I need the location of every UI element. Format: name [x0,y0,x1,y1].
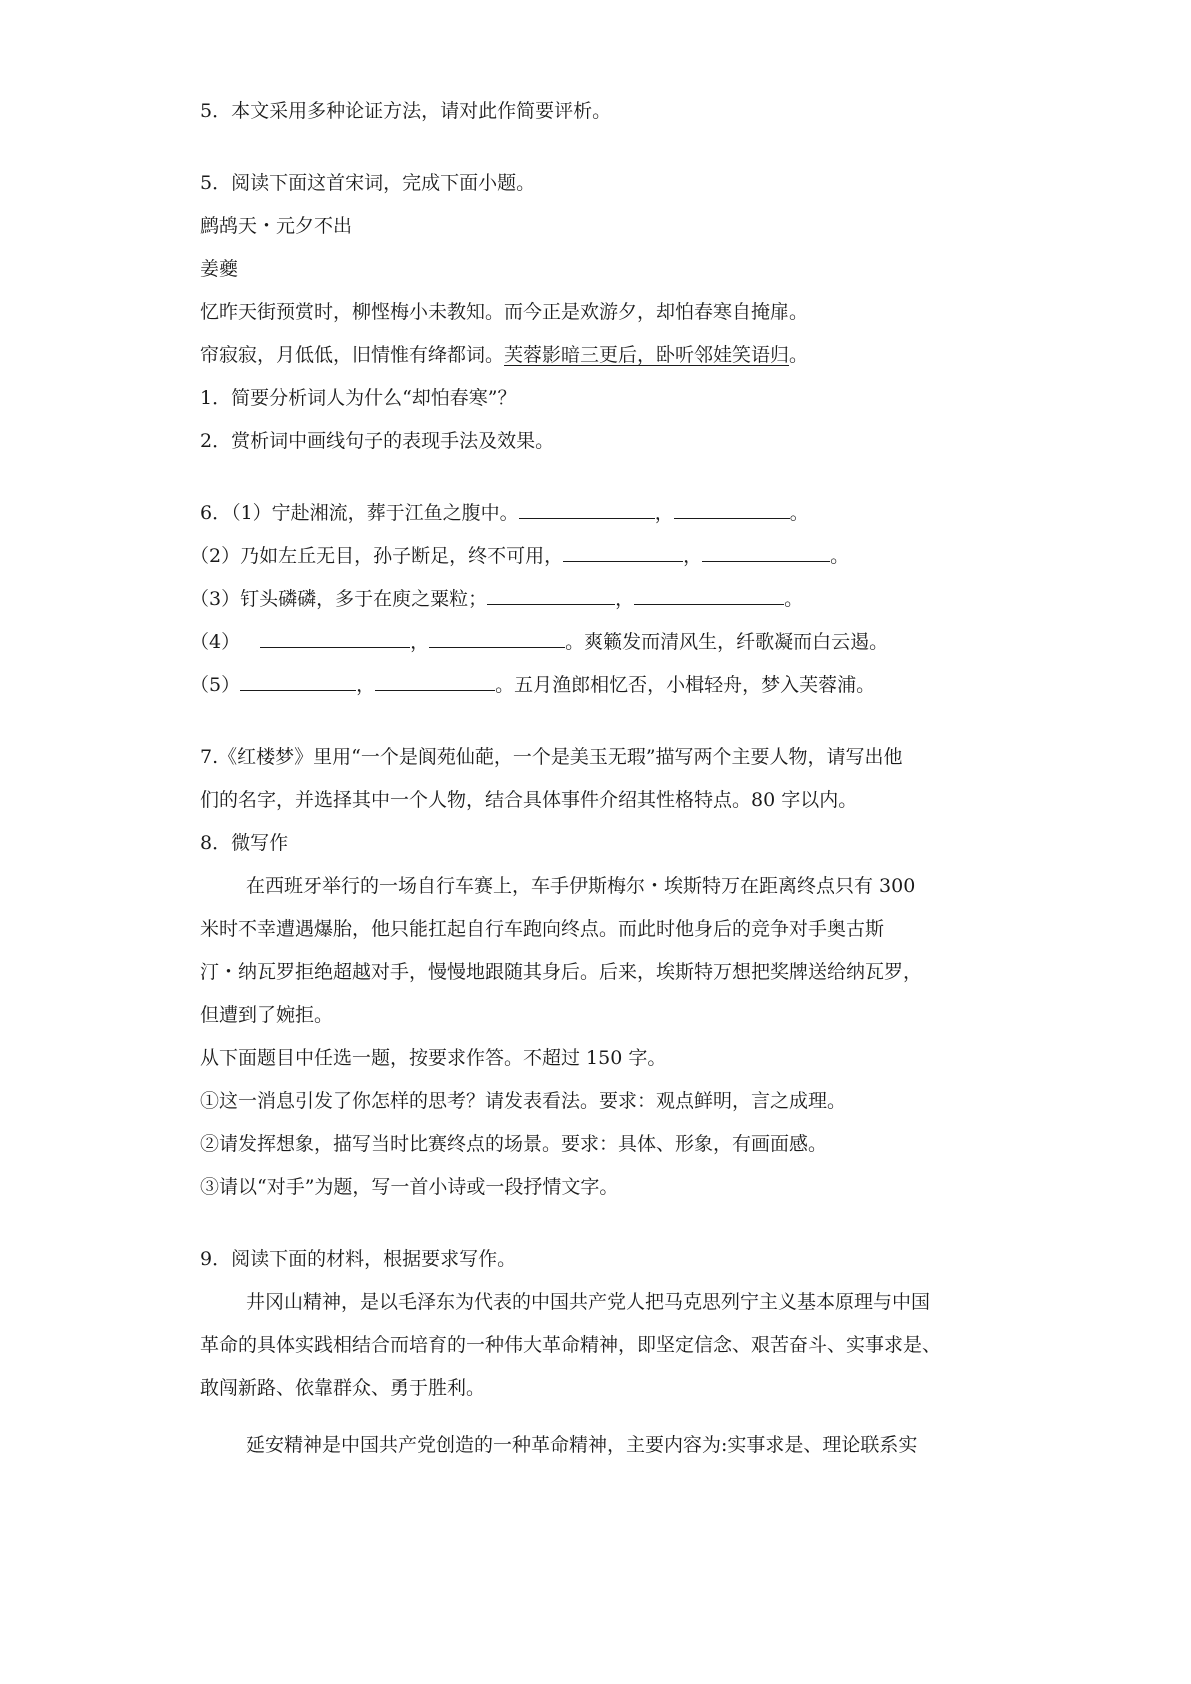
question-6-part-4 [190,629,990,655]
answer-blank[interactable] [634,586,784,605]
answer-blank[interactable] [240,672,356,691]
question-8-paragraph-line: 米时不幸遭遇爆胎，他只能扛起自行车跑向终点。而此时他身后的竞争对手奥古斯 [200,918,885,940]
question-8-paragraph-line: 但遭到了婉拒。 [200,1004,334,1026]
q6-part-2-text: （2）乃如左丘无目，孙子断足，终不可用， [190,545,564,567]
comma: ， [683,545,703,567]
answer-blank[interactable] [487,586,615,605]
question-9-material-line: 革命的具体实践相结合而培育的一种伟大革命精神，即坚定信念、艰苦奋斗、实事求是、 [200,1334,942,1356]
question-6-part-5 [190,672,990,698]
poem-subquestion-2: 2．赏析词中画线句子的表现手法及效果。 [200,430,555,452]
answer-blank[interactable] [674,500,790,519]
question-8-option-1: ①这一消息引发了你怎样的思考？请发表看法。要求：观点鲜明，言之成理。 [200,1090,847,1112]
question-9-material-line: 延安精神是中国共产党创造的一种革命精神，主要内容为:实事求是、理论联系实 [246,1434,918,1456]
question-6-part-2 [190,543,990,569]
question-8-title: 8．微写作 [200,832,289,854]
poem-underlined-sentence: 芙蓉影暗三更后，卧听邻娃笑语归 [504,344,790,366]
answer-blank[interactable] [375,672,495,691]
question-7-line-1: 7.《红楼梦》里用“一个是阆苑仙葩，一个是美玉无瑕”描写两个主要人物，请写出他 [200,746,903,768]
poem-line-1: 忆昨天街预赏时，柳悭梅小未教知。而今正是欢游夕，却怕春寒自掩扉。 [200,301,809,323]
q6-part-1-text: 6．（1）宁赴湘流，葬于江鱼之腹中。 [200,502,519,524]
poem-subquestion-1: 1．简要分析词人为什么“却怕春寒”？ [200,387,517,409]
poem-author: 姜夔 [200,258,239,280]
answer-blank[interactable] [563,543,683,562]
question-5-essay-analysis: 5．本文采用多种论证方法，请对此作简要评析。 [200,100,612,122]
q6-part-5-text: （5） [190,674,241,696]
question-8-option-2: ②请发挥想象，描写当时比赛终点的场景。要求：具体、形象，有画面感。 [200,1133,828,1155]
period: 。 [789,502,809,524]
poem-line-2-plain: 帘寂寂，月低低，旧情惟有绛都词。 [200,344,505,366]
question-8-instruction: 从下面题目中任选一题，按要求作答。不超过 150 字。 [200,1047,667,1069]
comma: ， [615,588,635,610]
comma: ， [356,674,376,696]
poem-line-2-end: 。 [789,344,809,366]
comma: ， [654,502,674,524]
question-5-poem-intro: 5．阅读下面这首宋词，完成下面小题。 [200,172,536,194]
comma: ， [410,631,430,653]
answer-blank[interactable] [519,500,655,519]
answer-blank[interactable] [702,543,830,562]
period: 。 [784,588,804,610]
answer-blank[interactable] [429,629,565,648]
q6-part-5-end: 。五月渔郎相忆否，小楫轻舟，梦入芙蓉浦。 [495,674,876,696]
question-8-option-3: ③请以“对手”为题，写一首小诗或一段抒情文字。 [200,1176,619,1198]
question-6-part-3 [190,586,990,612]
q6-part-3-text: （3）钉头磷磷，多于在庾之粟粒； [190,588,488,610]
question-7-line-2: 们的名字，并选择其中一个人物，结合具体事件介绍其性格特点。80 字以内。 [200,789,858,811]
question-9-material-line: 敢闯新路、依靠群众、勇于胜利。 [200,1377,486,1399]
q6-part-4-text: （4） [190,631,241,653]
question-6-part-1 [200,500,1000,526]
question-8-paragraph-line: 汀・纳瓦罗拒绝超越对手，慢慢地跟随其身后。后来，埃斯特万想把奖牌送给纳瓦罗， [200,961,923,983]
poem-title: 鹧鸪天・元夕不出 [200,215,353,237]
question-8-paragraph-line: 在西班牙举行的一场自行车赛上，车手伊斯梅尔・埃斯特万在距离终点只有 300 [246,875,916,897]
poem-line-2 [200,342,1000,368]
q6-part-4-end: 。爽籁发而清风生，纤歌凝而白云遏。 [565,631,889,653]
question-9-intro: 9．阅读下面的材料，根据要求写作。 [200,1248,517,1270]
period: 。 [830,545,850,567]
question-9-material-line: 井冈山精神，是以毛泽东为代表的中国共产党人把马克思列宁主义基本原理与中国 [246,1291,931,1313]
answer-blank[interactable] [260,629,410,648]
